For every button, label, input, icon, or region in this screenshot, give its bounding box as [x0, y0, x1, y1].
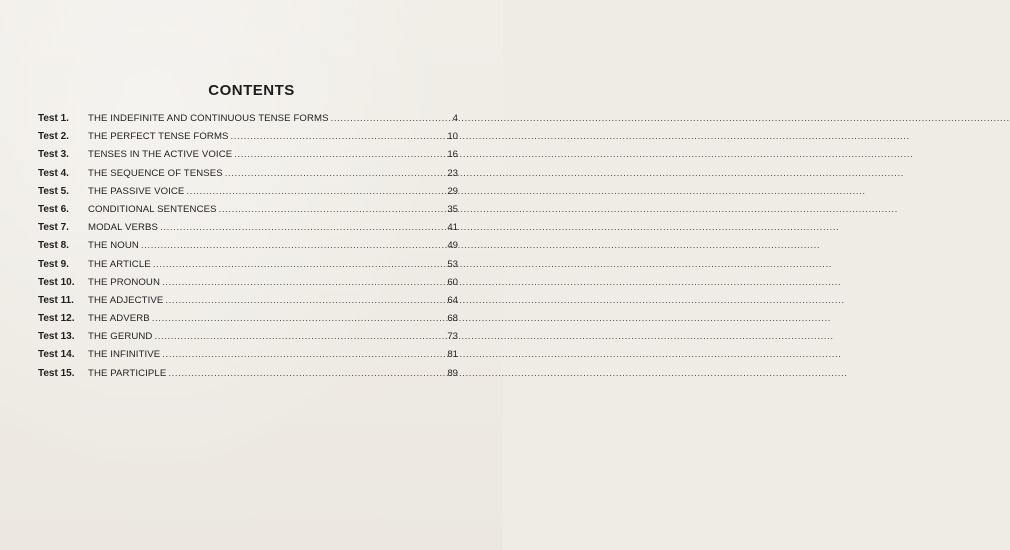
- toc-entry-page: 49: [447, 240, 458, 252]
- toc-entry-title: THE GERUND: [88, 331, 153, 343]
- toc-entry-page: 29: [447, 185, 458, 197]
- toc-entry-number: Test 3.: [38, 149, 69, 161]
- toc-leader-dots: [152, 310, 434, 328]
- toc-entry-title: THE PERFECT TENSE FORMS: [88, 131, 229, 143]
- toc-entry-title: THE SEQUENCE OF TENSES: [88, 167, 223, 179]
- toc-leader-dots: [162, 274, 434, 292]
- toc-entry-number: Test 13.: [38, 331, 75, 343]
- toc-entry-number: Test 8.: [38, 240, 69, 252]
- toc-entry-number: Test 15.: [38, 367, 75, 379]
- toc-entry-page: 16: [447, 149, 458, 161]
- toc-entry-number: Test 14.: [38, 349, 75, 361]
- page-title: CONTENTS: [208, 82, 295, 99]
- toc-entry[interactable]: [38, 219, 458, 237]
- table-of-contents: [38, 110, 458, 383]
- toc-entry-title: THE PARTICIPLE: [88, 367, 167, 379]
- toc-entry[interactable]: [38, 274, 458, 292]
- toc-entry-page: 73: [447, 331, 458, 343]
- toc-entry[interactable]: [38, 346, 458, 364]
- toc-entry-title: TENSES IN THE ACTIVE VOICE: [88, 149, 233, 161]
- toc-entry[interactable]: [38, 310, 458, 328]
- toc-entry[interactable]: [38, 201, 458, 219]
- toc-leader-dots: [186, 183, 434, 201]
- toc-leader-dots: [234, 146, 434, 164]
- toc-entry-title: THE PRONOUN: [88, 276, 160, 288]
- toc-leader-dots: [154, 328, 434, 346]
- toc-leader-dots: [331, 110, 434, 128]
- toc-entry-number: Test 9.: [38, 258, 69, 270]
- toc-entry-number: Test 12.: [38, 313, 75, 325]
- toc-entry[interactable]: [38, 128, 458, 146]
- toc-entry-page: 68: [447, 313, 458, 325]
- document-page: [0, 0, 503, 550]
- toc-entry-page: 60: [447, 276, 458, 288]
- toc-entry-number: Test 10.: [38, 276, 75, 288]
- toc-entry-number: Test 2.: [38, 131, 69, 143]
- toc-entry-number: Test 6.: [38, 203, 69, 215]
- toc-leader-dots: [231, 128, 434, 146]
- toc-entry[interactable]: [38, 365, 458, 383]
- toc-entry-page: 81: [447, 349, 458, 361]
- toc-leader-dots: [165, 292, 434, 310]
- toc-entry[interactable]: [38, 237, 458, 255]
- toc-entry-page: 64: [447, 294, 458, 306]
- toc-entry-page: 23: [447, 167, 458, 179]
- toc-entry-number: Test 4.: [38, 167, 69, 179]
- toc-entry-page: 89: [447, 367, 458, 379]
- toc-entry-page: 53: [447, 258, 458, 270]
- toc-entry[interactable]: [38, 328, 458, 346]
- toc-leader-dots: [168, 365, 434, 383]
- toc-entry-page: 4: [452, 113, 458, 124]
- toc-entry[interactable]: [38, 146, 458, 164]
- toc-entry[interactable]: [38, 292, 458, 310]
- toc-entry-page: 35: [447, 203, 458, 215]
- toc-entry-title: THE ADVERB: [88, 313, 150, 325]
- toc-entry-title: THE ADJECTIVE: [88, 294, 164, 306]
- toc-entry-number: Test 11.: [38, 294, 74, 306]
- toc-entry-title: THE NOUN: [88, 240, 139, 252]
- toc-entry[interactable]: [38, 165, 458, 183]
- toc-leader-dots: [141, 237, 434, 255]
- toc-leader-dots: [160, 219, 434, 237]
- toc-entry-title: CONDITIONAL SENTENCES: [88, 203, 217, 215]
- toc-entry[interactable]: [38, 256, 458, 274]
- toc-entry[interactable]: [38, 183, 458, 201]
- toc-leader-dots: [225, 165, 434, 183]
- toc-entry-title: THE ARTICLE: [88, 258, 151, 270]
- toc-entry-number: Test 7.: [38, 222, 69, 234]
- toc-entry-page: 10: [447, 131, 458, 143]
- toc-entry-page: 41: [447, 222, 458, 234]
- toc-entry[interactable]: [38, 110, 458, 128]
- toc-entry-number: Test 1.: [38, 113, 69, 124]
- toc-entry-title: THE INFINITIVE: [88, 349, 161, 361]
- toc-entry-title: THE PASSIVE VOICE: [88, 185, 185, 197]
- toc-entry-number: Test 5.: [38, 185, 69, 197]
- toc-entry-title: MODAL VERBS: [88, 222, 159, 234]
- toc-leader-dots: [219, 201, 434, 219]
- toc-entry-title: THE INDEFINITE AND CONTINUOUS TENSE FORMS: [88, 113, 329, 124]
- toc-leader-dots: [153, 256, 434, 274]
- toc-leader-dots: [162, 346, 434, 364]
